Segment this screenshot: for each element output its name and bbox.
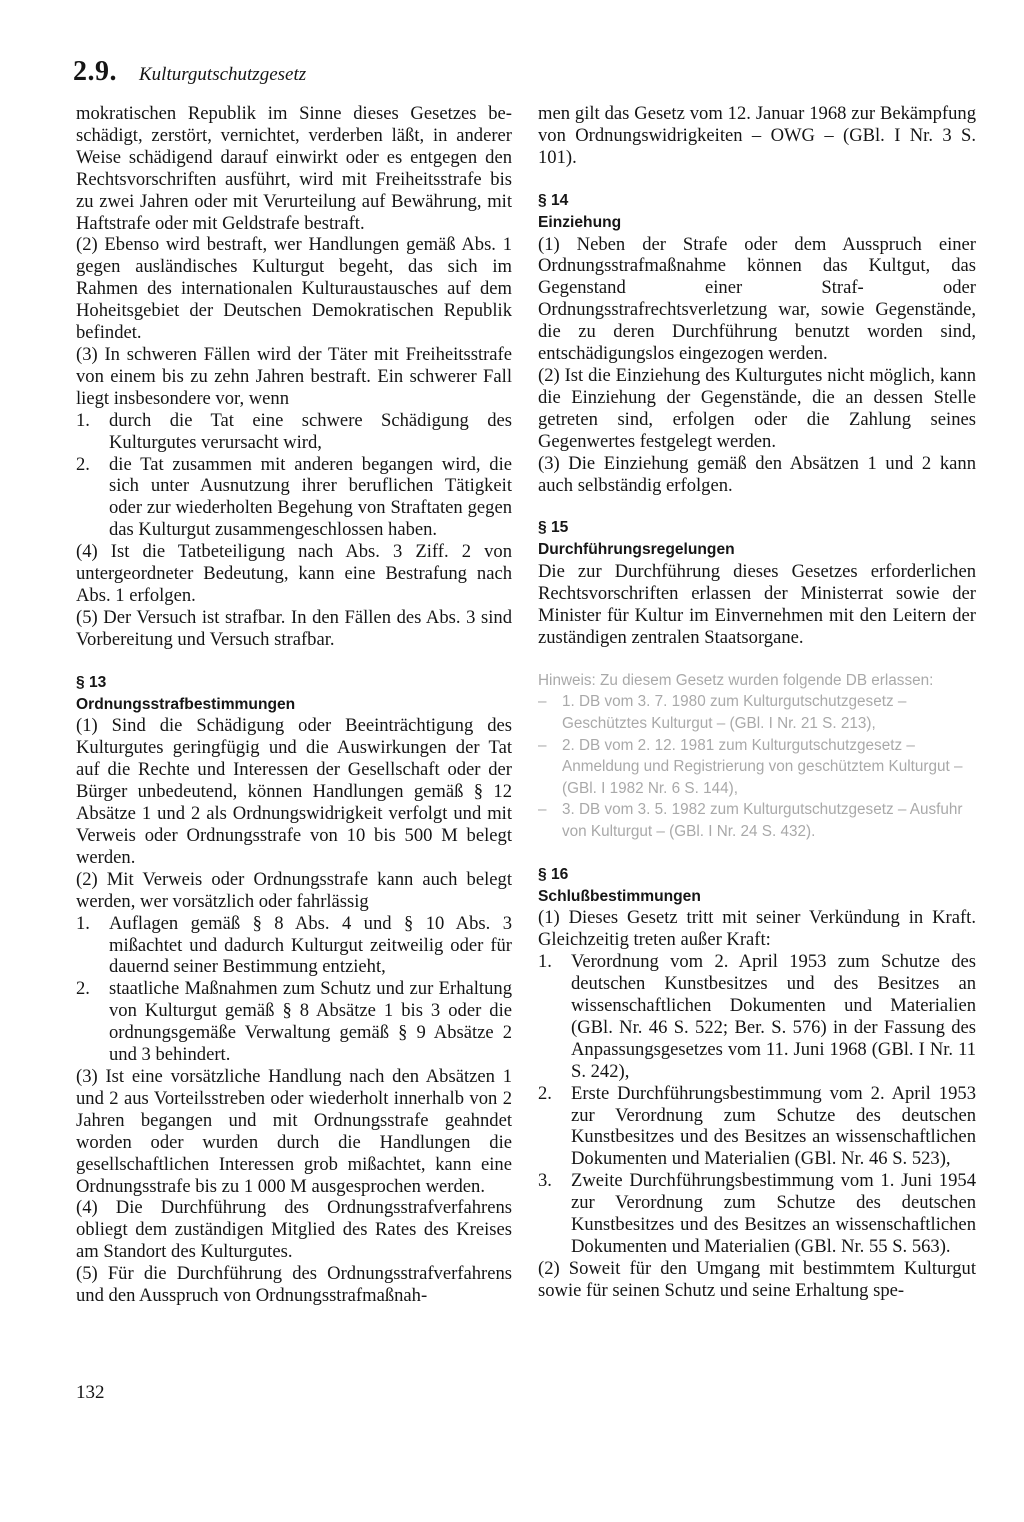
list-number: 2.	[538, 1082, 552, 1104]
list-text: Auflagen gemäß § 8 Abs. 4 und § 10 Abs. 3 mißachtet und dadurch Kulturgut zeitweilig oder für dauernd seiner Bestimmung entzieht,	[109, 912, 512, 978]
list-item	[538, 1083, 976, 1171]
spacer	[538, 843, 976, 864]
list-text: Erste Durchführungsbestimmung vom 2. April 1953 zur Verordnung zum Schutze des deutschen Kunstbesitzes und des Besitzes an wissenschaftlichen Dokumenten und Materialien (GBl. Nr. 46 S. 523),	[571, 1082, 976, 1170]
list-number: 1.	[538, 951, 552, 973]
list-number: 2.	[76, 978, 90, 1000]
list-item	[538, 951, 976, 1082]
s16-paragraph-1: (1) Dieses Gesetz tritt mit seiner Verkündung in Kraft. Gleichzeitig treten außer Kraft:	[538, 907, 976, 951]
section-13-title: Ordnungsstrafbestimmungen	[76, 695, 296, 713]
s13-paragraph-2: (2) Mit Verweis oder Ordnungsstrafe kann auch belegt werden, wer vorsätzlich oder fahrlässig	[76, 868, 512, 912]
s14-paragraph-3: (3) Die Einziehung gemäß den Absätzen 1 und 2 kann auch selbständig erfolgen.	[538, 452, 976, 496]
list-number: 3.	[538, 1170, 552, 1192]
section-14-title: Einziehung	[538, 213, 622, 231]
section-14-heading: § 14	[538, 191, 569, 209]
paragraph-3: (3) In schweren Fällen wird der Täter mit Freiheitsstrafe von einem bis zu zehn Jahren bestraft. Ein schwerer Fall liegt insbesondere vor, wenn	[76, 343, 512, 409]
spacer	[538, 649, 976, 670]
paragraph-4: (4) Ist die Tatbeteiligung nach Abs. 3 Ziff. 2 von untergeordneter Bedeutung, kann eine Bestrafung nach Abs. 1 erfolgen.	[76, 541, 512, 606]
list-item	[76, 978, 512, 1066]
right-column	[538, 103, 976, 1302]
left-column	[76, 103, 512, 1307]
s16-paragraph-2: (2) Soweit für den Umgang mit bestimmtem Kulturgut sowie für seinen Schutz und seine Erhaltung spe-	[538, 1257, 976, 1301]
list-item	[76, 454, 512, 542]
list-number: 1.	[76, 912, 90, 934]
section-title: Kulturgutschutzgesetz	[139, 64, 307, 85]
section-15-heading: § 15	[538, 519, 569, 537]
s16-paragraph-1-list	[538, 951, 976, 1258]
s15-paragraph-1: Die zur Durchführung dieses Gesetzes erforderlichen Rechtsvorschriften erlassen der Ministerrat sowie der Minister für Kultur im Einvernehmen mit den Leitern der zuständigen zentralen Staatsorgane.	[538, 561, 976, 648]
list-text: durch die Tat eine schwere Schädigung des Kulturgutes verursacht wird,	[109, 409, 512, 453]
s13-paragraph-5: (5) Für die Durchführung des Ordnungsstrafverfahrens und den Ausspruch von Ordnungsstrafmaßnah-	[76, 1263, 512, 1307]
paragraph-2: (2) Ebenso wird bestraft, wer Handlungen gemäß Abs. 1 gegen ausländisches Kulturgut begeht, das sich im Rahmen des internationalen Kulturaustausches auf dem Hoheitsgebiet der Deutschen Demokratischen Republik befindet.	[76, 234, 512, 344]
section-13-heading: § 13	[76, 673, 107, 691]
s13-paragraph-2-list	[76, 913, 512, 1066]
paragraph-3-list	[76, 410, 512, 541]
note-dash: –	[538, 801, 547, 819]
note-intro: Hinweis: Zu diesem Gesetz wurden folgende DB erlassen:	[538, 671, 934, 689]
list-text: staatliche Maßnahmen zum Schutz und zur Erhaltung von Kulturgut gemäß § 8 Absätze 1 bis 3 oder die ordnungsgemäße Verwaltung gemäß § 9 Absätze 2 und 3 behindert.	[109, 978, 512, 1066]
note-dash: –	[538, 693, 547, 711]
list-text: Verordnung vom 2. April 1953 zum Schutze des deutschen Kunstbesitzes und des Besitzes an wissenschaftlichen Dokumenten und Materialien (GBl. Nr. 46 S. 522; Ber. S. 576) in der Fassung des Anpassungsgesetzes vom 11. Juni 1968 (GBl. I Nr. 11 S. 242),	[571, 951, 976, 1082]
note-item	[538, 735, 976, 800]
note-item	[538, 799, 976, 842]
section-15-title: Durchführungsregelungen	[538, 541, 735, 559]
section-16-title: Schlußbestimmungen	[538, 887, 701, 905]
spacer	[76, 651, 512, 672]
running-header	[73, 56, 306, 92]
s14-paragraph-2: (2) Ist die Einziehung des Kulturgutes nicht möglich, kann die Einziehung der Gegenstände, die an dessen Stelle getreten sind, erfolgen oder die Zahlung seines Gegenwertes festgelegt werden.	[538, 364, 976, 452]
editorial-note	[538, 670, 976, 843]
note-item	[538, 691, 976, 734]
list-item	[76, 913, 512, 979]
page-number: 132	[76, 1382, 105, 1403]
paragraph-continued: men gilt das Gesetz vom 12. Januar 1968 zur Bekämpfung von Ordnungswidrigkeiten – OWG – (GBl. I Nr. 3 S. 101).	[538, 103, 976, 168]
note-text: 2. DB vom 2. 12. 1981 zum Kulturgutschutzgesetz – Anmeldung und Registrierung von geschütztem Kulturgut – (GBl. I 1982 Nr. 6 S. 144),	[562, 736, 963, 797]
list-text: Zweite Durchführungsbestimmung vom 1. Juni 1954 zur Verordnung zum Schutze des deutschen Kunstbesitzes und des Besitzes an wissenschaftlichen Dokumenten und Materialien (GBl. Nr. 55 S. 563).	[571, 1170, 976, 1257]
s14-paragraph-1: (1) Neben der Strafe oder dem Ausspruch einer Ordnungsstrafmaßnahme können das Kultgut, das Gegenstand einer Straf- oder Ordnungsstrafrechtsverletzung war, sowie Gegenstände, die zu deren Durchführung benutzt worden sind, entschädigungslos eingezogen werden.	[538, 233, 976, 365]
paragraph-5: (5) Der Versuch ist strafbar. In den Fällen des Abs. 3 sind Vorbereitung und Versuch strafbar.	[76, 606, 512, 650]
note-dash: –	[538, 736, 547, 754]
spacer	[538, 169, 976, 190]
section-16-heading: § 16	[538, 865, 569, 883]
list-number: 2.	[76, 453, 90, 475]
list-text: die Tat zusammen mit anderen begangen wird, die sich unter Ausnutzung ihrer beruflichen Tätigkeit oder zur wiederholten Begehung von Straftaten gegen das Kulturgut zusammengeschlossen haben.	[109, 453, 512, 541]
s13-paragraph-3: (3) Ist eine vorsätzliche Handlung nach den Absätzen 1 und 2 aus Vorteilsstreben oder wiederholt innerhalb von 2 Jahren begangen und mit Ordnungsstrafe geahndet worden oder wurden durch die Handlungen die gesellschaftlichen Interessen grob mißachtet, kann eine Ordnungsstrafe bis zu 1 000 M ausgesprochen werden.	[76, 1065, 512, 1197]
note-text: 1. DB vom 3. 7. 1980 zum Kulturgutschutzgesetz – Geschütztes Kulturgut – (GBl. I Nr. 21 S. 213),	[562, 693, 907, 733]
list-number: 1.	[76, 409, 90, 431]
note-list	[538, 691, 976, 842]
list-item	[538, 1170, 976, 1258]
paragraph-continued: mokratischen Republik im Sinne dieses Gesetzes be-schädigt, zerstört, vernichtet, verderben läßt, in anderer Weise schädigend darauf einwirkt oder es entgegen den Rechtsvorschriften ausführt, wird mit Freiheitsstrafe bis zu zwei Jahren oder mit Verurteilung auf Bewährung, mit Haftstrafe oder mit Geldstrafe bestraft.	[76, 103, 512, 234]
section-number: 2.9.	[73, 56, 117, 87]
spacer	[538, 496, 976, 517]
list-item	[76, 410, 512, 454]
note-text: 3. DB vom 3. 5. 1982 zum Kulturgutschutzgesetz – Ausfuhr von Kulturgut – (GBl. I Nr. 24 S. 432).	[562, 801, 963, 840]
s13-paragraph-4: (4) Die Durchführung des Ordnungsstrafverfahrens obliegt dem zuständigen Mitglied des Rates des Kreises am Standort des Kulturgutes.	[76, 1197, 512, 1263]
s13-paragraph-1: (1) Sind die Schädigung oder Beeinträchtigung des Kulturgutes geringfügig und die Auswirkungen der Tat auf die Rechte und Interessen der Gesellschaft oder der Bürger unbedeutend, können Handlungen gemäß § 12 Absätze 1 und 2 als Ordnungswidrigkeit verfolgt und mit Verweis oder Ordnungsstrafe von 10 bis 500 M belegt werden.	[76, 715, 512, 868]
